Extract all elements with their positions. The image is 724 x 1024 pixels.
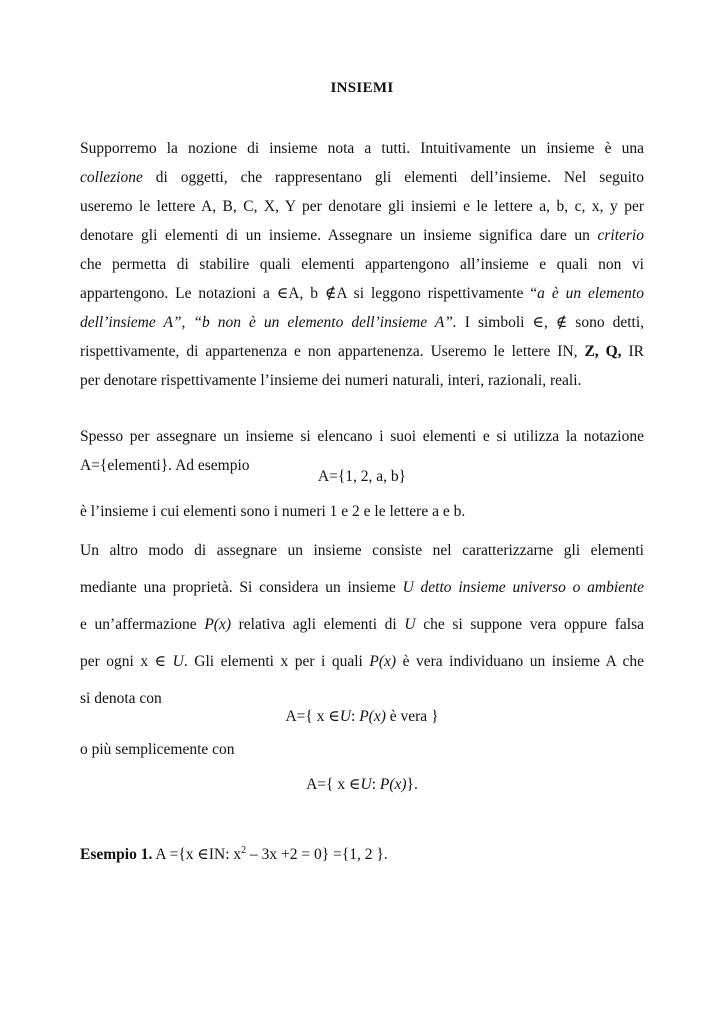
page-title: INSIEMI (330, 80, 394, 96)
text-line: Un altro modo di assegnare un insieme consiste nel caratterizzarne gli elementi (80, 542, 644, 559)
italic-term: collezione (80, 169, 143, 186)
text-line: si denota con (80, 690, 162, 707)
text-line: è l’insieme i cui elementi sono i numeri 1 e 2 e le lettere a e b. (80, 503, 466, 520)
example-label: Esempio 1. (80, 846, 153, 863)
formula-set-builder: A={ x ∈U: P(x) è vera } (285, 708, 439, 725)
text-line: o più semplicemente con (80, 741, 235, 758)
text-line: per denotare rispettivamente l’insieme dei numeri naturali, interi, razionali, reali. (80, 372, 582, 389)
text-line: e un’affermazione P(x) relativa agli elementi di U che si suppone vera oppure falsa (80, 616, 644, 633)
text-line: mediante una proprietà. Si considera un insieme U detto insieme universo o ambiente (80, 579, 644, 596)
text-line: rispettivamente, di appartenenza e non appartenenza. Useremo le lettere IN, Z, Q, IR (80, 343, 645, 360)
text-line: useremo le lettere A, B, C, X, Y per denotare gli insiemi e le lettere a, b, c, x, y per (80, 198, 644, 215)
text-line: che permetta di stabilire quali elementi appartengono all’insieme e quali non vi (80, 256, 644, 273)
formula-set-builder-short: A={ x ∈U: P(x)}. (306, 776, 418, 793)
text-line: A={elementi}. Ad esempio (80, 457, 250, 474)
text-line: collezione di oggetti, che rappresentano gli elementi dell’insieme. Nel seguito (80, 169, 644, 186)
formula-example-set: A={1, 2, a, b} (317, 468, 407, 485)
bold-symbols: Z, Q, (584, 343, 622, 360)
text-line: per ogni x ∈ U. Gli elementi x per i quali P(x) è vera individuano un insieme A che (80, 653, 644, 670)
paragraph-property (80, 532, 644, 717)
text-line: Spesso per assegnare un insieme si elencano i suoi elementi e si utilizza la notazione (80, 428, 644, 445)
italic-term: criterio (597, 227, 644, 244)
paragraph-intro (80, 134, 644, 395)
text-line: Supporremo la nozione di insieme nota a tutti. Intuitivamente un insieme è una (80, 140, 644, 157)
text-line: dell’insieme A”, “b non è un elemento dell’insieme A”. I simboli ∈, ∉ sono detti, (80, 314, 644, 331)
text-line: denotare gli elementi di un insieme. Assegnare un insieme significa dare un criterio (80, 227, 644, 244)
text-line: appartengono. Le notazioni a ∈A, b ∉A si leggono rispettivamente “a è un elemento (80, 285, 644, 302)
example-line: Esempio 1. A ={x ∈IN: $x^2 - 3x +2 = 0\} =\{1$, 2 }. (80, 845, 388, 863)
